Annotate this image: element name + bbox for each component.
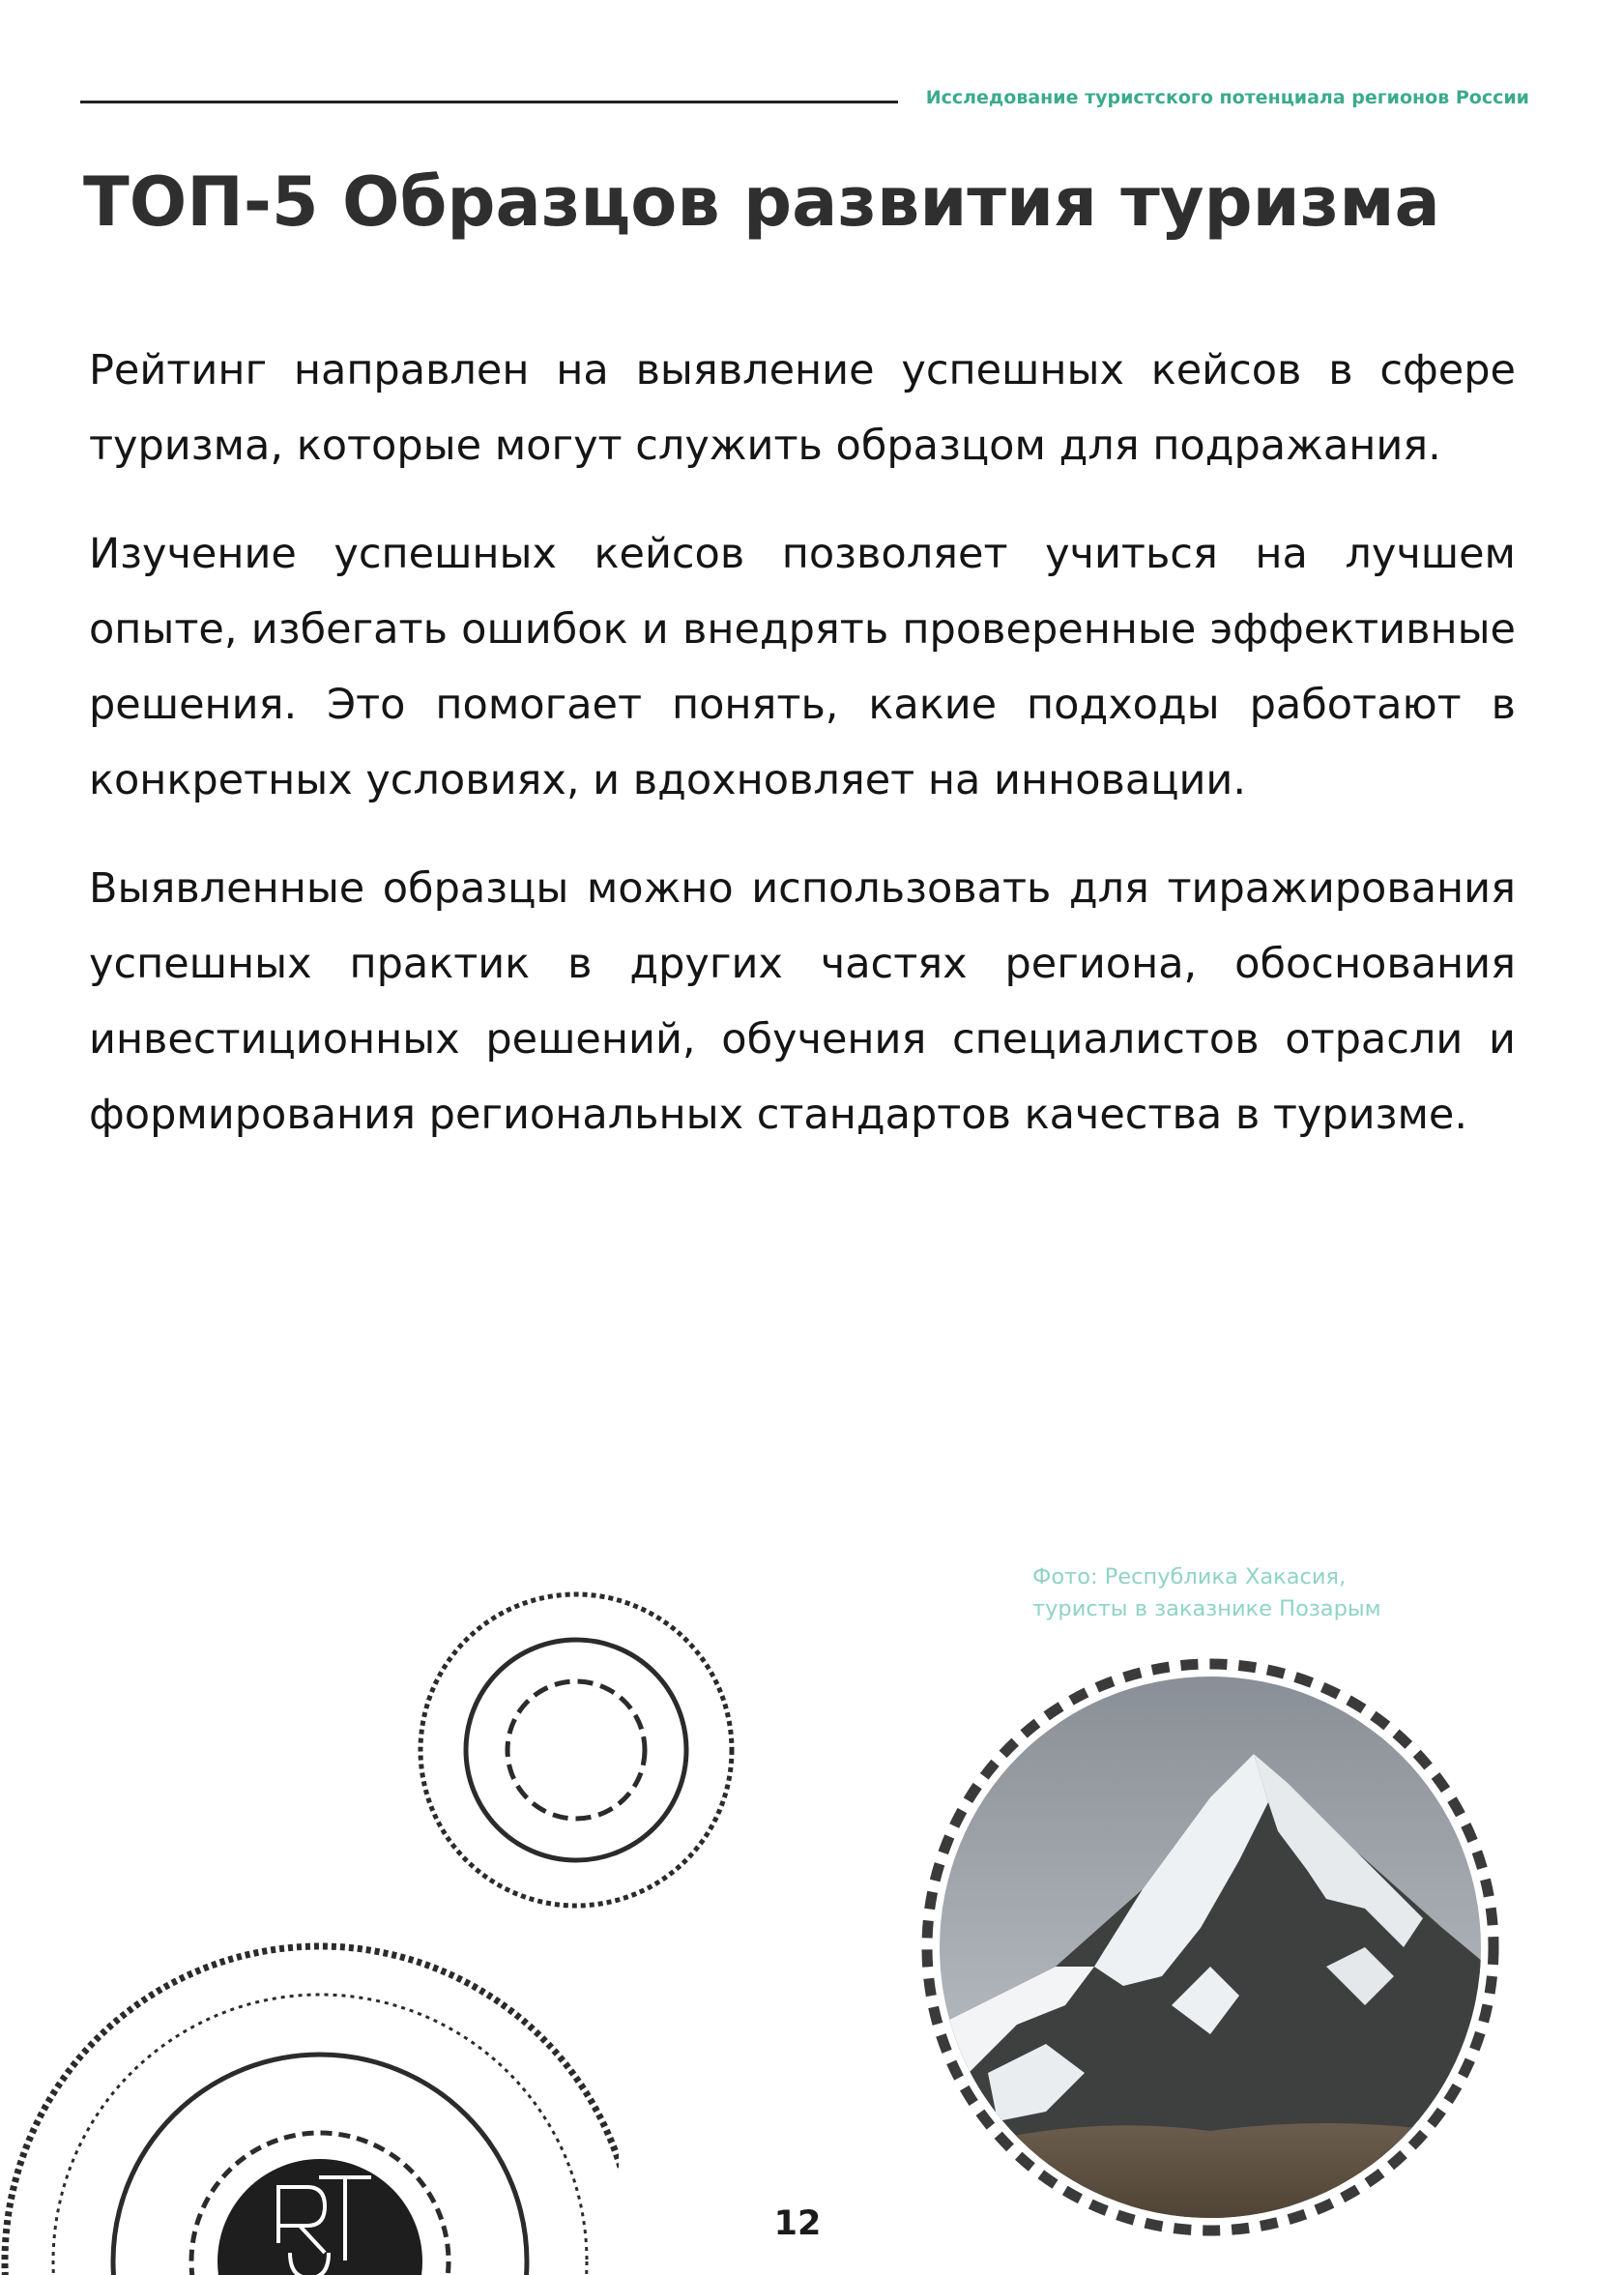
running-header: Исследование туристского потенциала регионов России [925, 87, 1529, 108]
paragraph-1: Рейтинг направлен на выявление успешных кейсов в сфере туризма, которые могут служить образцом для подражания. [89, 346, 1516, 470]
page-number: 12 [773, 2204, 822, 2243]
paragraph-2: Изучение успешных кейсов позволяет учиться на лучшем опыте, избегать ошибок и внедрять проверенные эффективные решения. Это помогает понять, какие подходы работают в конкретных условиях, и вдохновляет на инновации. [89, 530, 1516, 804]
decorative-circles-top [416, 1586, 744, 1914]
photo-caption-line-1: Фото: Республика Хакасия, [1032, 1564, 1347, 1590]
photo-caption-line-2: туристы в заказнике Позарым [1032, 1596, 1381, 1621]
body-text [89, 333, 1516, 1185]
mountain-photo [920, 1657, 1500, 2237]
paragraph-3: Выявленные образцы можно использовать для тиражирования успешных практик в других частях региона, обоснования инвестиционных решений, обучения специалистов отрасли и формирования региональных стандартов качества в туризме. [89, 864, 1516, 1139]
photo-caption [1032, 1561, 1381, 1625]
header-rule [80, 101, 898, 103]
page-title: ТОП-5 Образцов развития туризма [83, 162, 1440, 242]
decorative-circles-bottom [0, 1924, 619, 2275]
